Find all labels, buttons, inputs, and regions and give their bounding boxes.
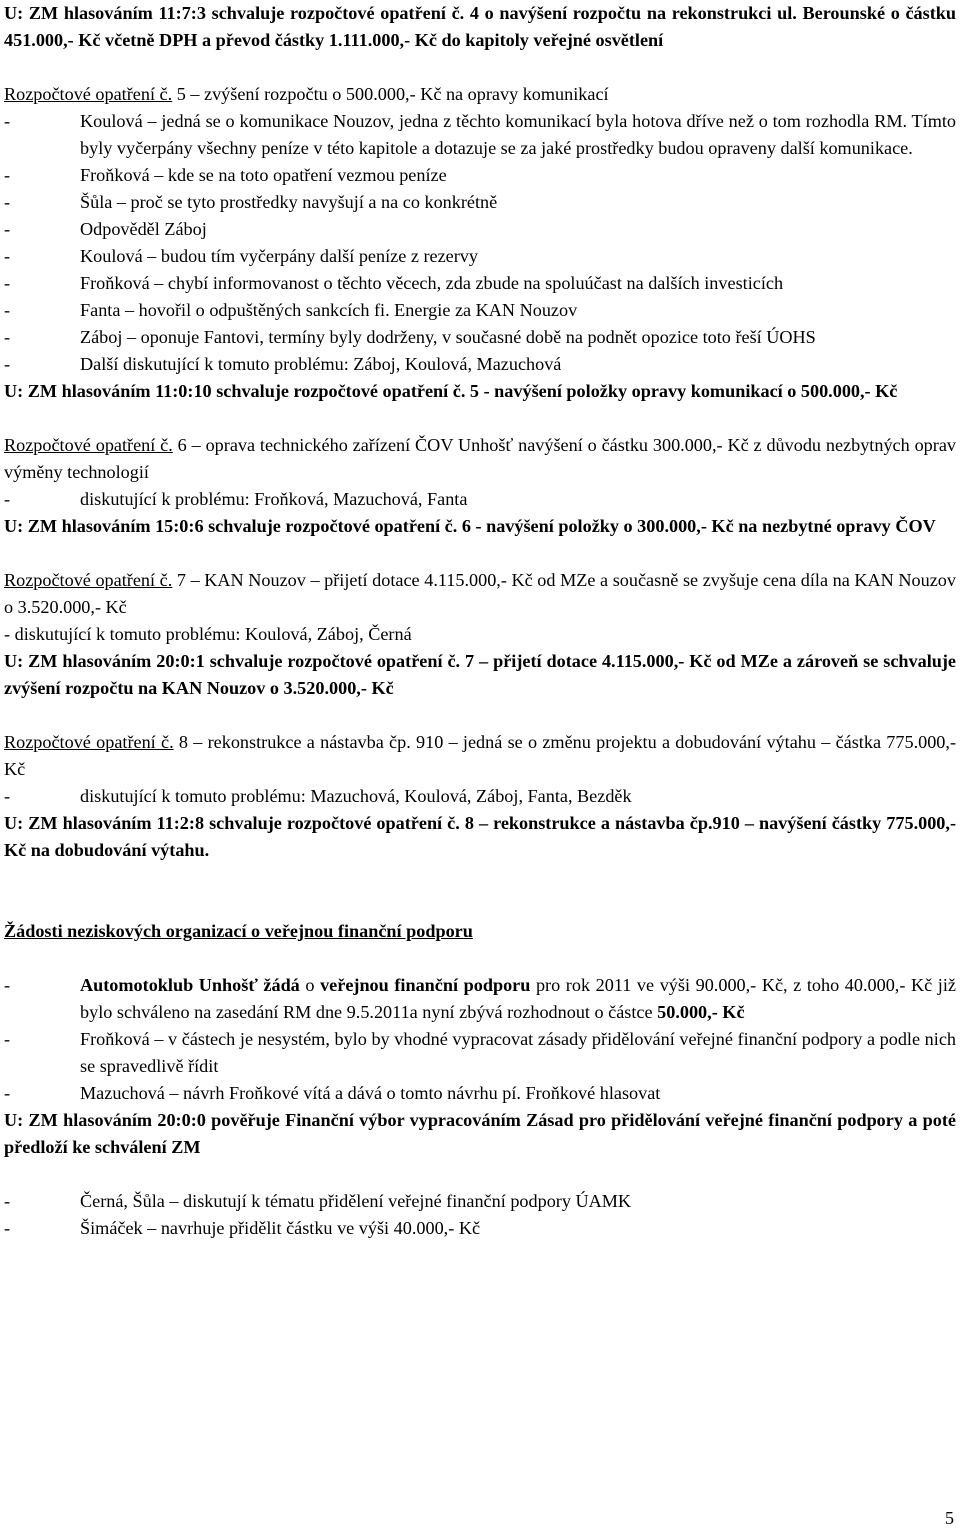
bullet-dash: - [4,273,11,293]
blank-line [4,1161,956,1188]
text-run: Fanta – hovořil o odpuštěných sankcích fi. Energie za KAN Nouzov [80,300,578,320]
text-run: Froňková – chybí informovanost o těchto věcech, zda zbude na spoluúčast na dalších investicích [80,273,784,293]
list-item-text [80,1026,956,1080]
bullet-dash: - [4,975,11,995]
paragraph-text: U: ZM hlasováním 11:2:8 schvaluje rozpočtové opatření č. 8 – rekonstrukce a nástavba čp.910 – navýšení částky 775.000,- Kč na dobudování výtahu. [4,813,956,860]
paragraph-text: U: ZM hlasováním 20:0:1 schvaluje rozpočtové opatření č. 7 – přijetí dotace 4.115.000,- Kč od MZe a zároveň se schvaluje zvýšení rozpočtu na KAN Nouzov o 3.520.000,- Kč [4,651,956,698]
text-run: Mazuchová – návrh Froňkové vítá a dává o tomto návrhu pí. Froňkové hlasovat [80,1083,661,1103]
list-item [4,972,956,1026]
list-item [4,1026,956,1080]
list-item-text [80,243,956,270]
paragraph-text: U: ZM hlasováním 11:0:10 schvaluje rozpočtové opatření č. 5 - navýšení položky opravy komunikací o 500.000,- Kč [4,381,898,401]
resolution-paragraph [4,810,956,864]
paragraph-text: U: ZM hlasováním 20:0:0 pověřuje Finanční výbor vypracováním Zásad pro přidělování veřejné finanční podpory a poté předloží ke schválení ZM [4,1110,956,1157]
text-run: veřejnou finanční podporu [320,975,531,995]
blank-line [4,945,956,972]
text-run: Šimáček – navrhuje přidělit částku ve výši 40.000,- Kč [80,1218,481,1238]
list-item [4,783,956,810]
document-body [4,0,956,1242]
bullet-dash: - [4,219,11,239]
list-item [4,486,956,513]
text-run: Záboj – oponuje Fantovi, termíny byly dodrženy, v současné době na podnět opozice toto řeší ÚOHS [80,327,816,347]
blank-line [4,864,956,891]
resolution-paragraph [4,378,956,405]
blank-line [4,405,956,432]
paragraph-text: 8 – rekonstrukce a nástavba čp. 910 – jedná se o změnu projektu a dobudování výtahu – částka 775.000,- Kč [4,732,956,779]
bullet-dash: - [4,246,11,266]
text-run: pro rok 2011 ve výši 90.000,- Kč, z toho 40.000,- Kč již bylo schváleno na zasedání RM dne 9.5.2011a nyní zbývá rozhodnout o částce [80,975,956,1022]
list-item [4,297,956,324]
bullet-dash: - [4,1191,11,1211]
bullet-dash: - [4,111,11,131]
budget-measure-paragraph [4,81,956,108]
text-run: diskutující k problému: Froňková, Mazuchová, Fanta [80,489,468,509]
bullet-dash: - [4,786,11,806]
list-item [4,216,956,243]
budget-measure-label: Rozpočtové opatření č. [4,732,174,752]
list-item-text [80,783,956,810]
text-run: diskutující k tomuto problému: Mazuchová, Koulová, Záboj, Fanta, Bezděk [80,786,632,806]
list-item [4,351,956,378]
list-item [4,108,956,162]
bullet-dash: - [4,489,11,509]
bullet-dash: - [4,165,11,185]
bullet-dash: - [4,300,11,320]
paragraph-text: - diskutující k tomuto problému: Koulová, Záboj, Černá [4,624,412,644]
text-run: Froňková – v částech je nesystém, bylo by vhodné vypracovat zásady přidělování veřejné finanční podpory a podle nich se spravedlivě řídit [80,1029,956,1076]
text-run: 50.000,- Kč [657,1002,745,1022]
list-item [4,1080,956,1107]
list-item-text [80,1080,956,1107]
bullet-dash: - [4,1029,11,1049]
paragraph-text: 6 – oprava technického zařízení ČOV Unhošť navýšení o částku 300.000,- Kč z důvodu nezbytných oprav výměny technologií [4,435,956,482]
list-item-text [80,972,956,1026]
list-item-text [80,216,956,243]
list-item-text [80,189,956,216]
text-run: Automotoklub Unhošť žádá [80,975,300,995]
text-run: Další diskutující k tomuto problému: Záboj, Koulová, Mazuchová [80,354,562,374]
text-run: Koulová – budou tím vyčerpány další peníze z rezervy [80,246,478,266]
blank-line [4,702,956,729]
paragraph [4,621,956,648]
list-item [4,324,956,351]
budget-measure-label: Rozpočtové opatření č. [4,84,173,104]
bullet-dash: - [4,192,11,212]
budget-measure-paragraph [4,432,956,486]
resolution-paragraph [4,0,956,54]
text-run: o [299,975,321,995]
list-item-text [80,108,956,162]
list-item [4,162,956,189]
text-run: Koulová – jedná se o komunikace Nouzov, jedna z těchto komunikací byla hotova dříve než o tom rozhodla RM. Tímto byly vyčerpány všechny peníze v této kapitole a dotazuje se za jaké prostředky budou opraveny další komunikace. [80,111,956,158]
list-item-text [80,324,956,351]
budget-measure-paragraph [4,729,956,783]
resolution-paragraph [4,648,956,702]
blank-line [4,891,956,918]
paragraph-text: 7 – KAN Nouzov – přijetí dotace 4.115.000,- Kč od MZe a současně se zvyšuje cena díla na KAN Nouzov o 3.520.000,- Kč [4,570,956,617]
list-item-text [80,162,956,189]
list-item [4,189,956,216]
budget-measure-label: Rozpočtové opatření č. [4,570,173,590]
list-item-text [80,297,956,324]
blank-line [4,540,956,567]
list-item-text [80,486,956,513]
budget-measure-paragraph [4,567,956,621]
page-number: 5 [945,1508,954,1528]
budget-measure-label: Rozpočtové opatření č. [4,435,173,455]
list-item [4,270,956,297]
resolution-paragraph [4,513,956,540]
text-run: Černá, Šůla – diskutují k tématu přidělení veřejné finanční podpory ÚAMK [80,1191,632,1211]
list-item [4,243,956,270]
bullet-dash: - [4,1083,11,1103]
paragraph-text: U: ZM hlasováním 11:7:3 schvaluje rozpočtové opatření č. 4 o navýšení rozpočtu na rekonstrukci ul. Berounské o částku 451.000,- Kč včetně DPH a převod částky 1.111.000,- Kč do kapitoly veřejné osvětlení [4,3,956,50]
list-item-text [80,270,956,297]
list-item-text [80,1188,956,1215]
bullet-dash: - [4,354,11,374]
paragraph-text: 5 – zvýšení rozpočtu o 500.000,- Kč na opravy komunikací [172,84,609,104]
blank-line [4,54,956,81]
resolution-paragraph [4,1107,956,1161]
bullet-dash: - [4,1218,11,1238]
list-item-text [80,351,956,378]
bullet-dash: - [4,327,11,347]
list-item [4,1188,956,1215]
list-item-text [80,1215,956,1242]
text-run: Šůla – proč se tyto prostředky navyšují a na co konkrétně [80,192,498,212]
paragraph-text: U: ZM hlasováním 15:0:6 schvaluje rozpočtové opatření č. 6 - navýšení položky o 300.000,- Kč na nezbytné opravy ČOV [4,516,936,536]
text-run: Odpověděl Záboj [80,219,207,239]
list-item [4,1215,956,1242]
text-run: Froňková – kde se na toto opatření vezmou peníze [80,165,447,185]
section-heading: Žádosti neziskových organizací o veřejnou finanční podporu [4,921,473,941]
